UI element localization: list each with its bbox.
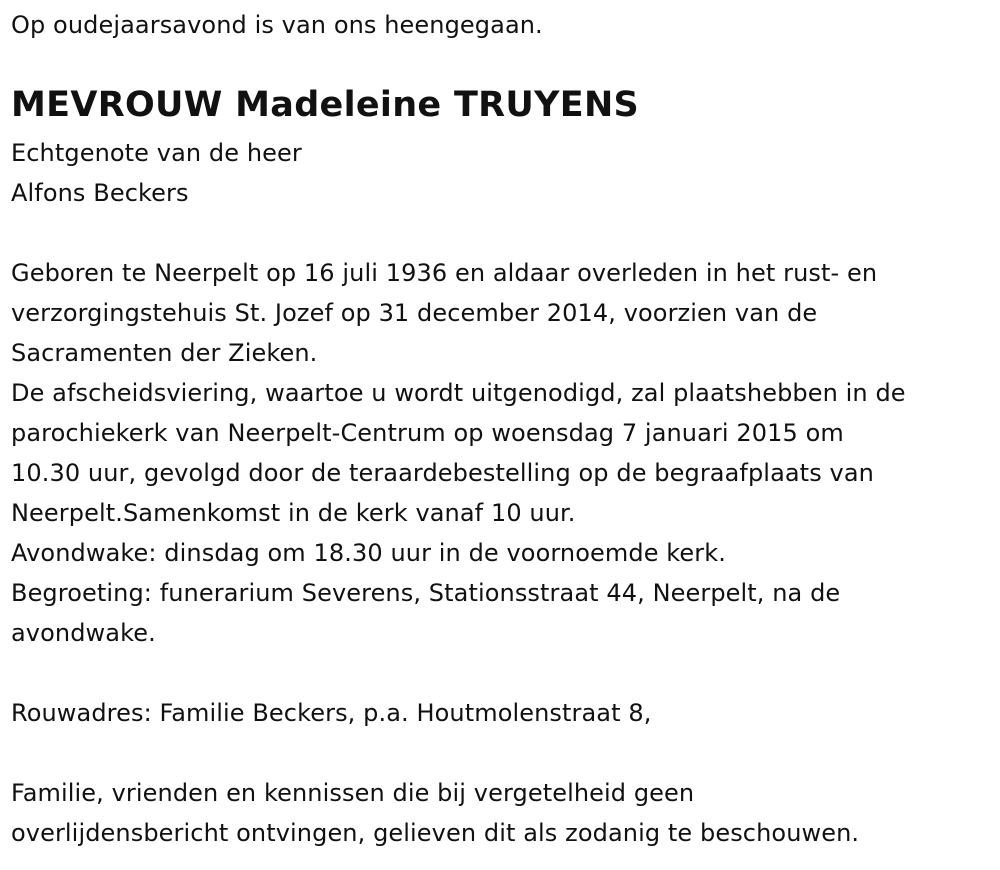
- details-line: Avondwake: dinsdag om 18.30 uur in de voornoemde kerk.: [11, 539, 726, 567]
- details-line: De afscheidsviering, waartoe u wordt uitgenodigd, zal plaatshebben in de: [11, 379, 906, 407]
- details-line: Sacramenten der Zieken.: [11, 339, 318, 367]
- details-line: Neerpelt.Samenkomst in de kerk vanaf 10 uur.: [11, 499, 576, 527]
- spouse-line: Alfons Beckers: [11, 179, 189, 207]
- closing-line: overlijdensbericht ontvingen, gelieven dit als zodanig te beschouwen.: [11, 819, 860, 847]
- closing-line: Familie, vrienden en kennissen die bij vergetelheid geen: [11, 779, 695, 807]
- details-paragraph: [11, 253, 906, 653]
- details-line: verzorgingstehuis St. Jozef op 31 december 2014, voorzien van de: [11, 299, 818, 327]
- closing-paragraph: [11, 773, 859, 853]
- spouse-line: Echtgenote van de heer: [11, 139, 302, 167]
- spouse-block: [11, 133, 302, 213]
- details-line: Geboren te Neerpelt op 16 juli 1936 en aldaar overleden in het rust- en: [11, 259, 878, 287]
- deceased-name: MEVROUW Madeleine TRUYENS: [11, 85, 640, 125]
- intro-text: Op oudejaarsavond is van ons heengegaan.: [11, 11, 543, 39]
- mourning-address: [11, 693, 651, 733]
- details-line: parochiekerk van Neerpelt-Centrum op woensdag 7 januari 2015 om: [11, 419, 844, 447]
- details-line: Begroeting: funerarium Severens, Stationsstraat 44, Neerpelt, na de: [11, 579, 841, 607]
- details-line: 10.30 uur, gevolgd door de teraardebestelling op de begraafplaats van: [11, 459, 874, 487]
- address-line: Rouwadres: Familie Beckers, p.a. Houtmolenstraat 8,: [11, 699, 652, 727]
- details-line: avondwake.: [11, 619, 156, 647]
